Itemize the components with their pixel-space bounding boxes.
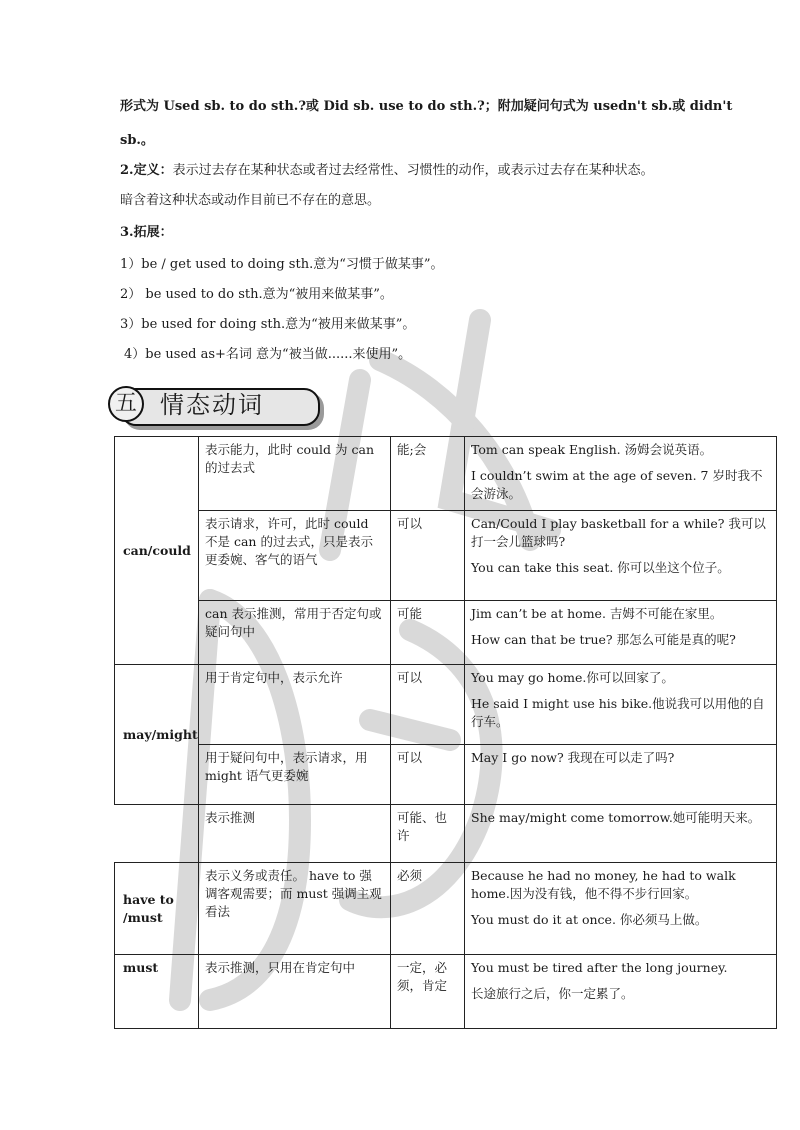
empty-verb-cell [115, 805, 199, 863]
meaning-cell: 能;会 [391, 437, 465, 511]
usage-cell: 用于疑问句中，表示请求，用 might 语气更委婉 [199, 745, 391, 805]
usage-cell: 用于肯定句中，表示允许 [199, 665, 391, 745]
example-sentence: You can take this seat. 你可以坐这个位子。 [471, 560, 730, 575]
usage-cell: can 表示推测，常用于否定句或疑问句中 [199, 601, 391, 665]
expansion-item-4: 4）be used as+名词 意为“被当做......来使用”。 [124, 347, 412, 362]
example-sentence: 长途旅行之后，你一定累了。 [471, 986, 634, 1001]
example-sentence: I couldn’t swim at the age of seven. 7 岁时我不会游泳。 [471, 468, 763, 501]
definition-line-2: 暗含着这种状态或动作目前已不存在的意思。 [120, 193, 381, 208]
table-row [115, 745, 777, 805]
example-sentence: You must do it at once. 你必须马上做。 [471, 912, 708, 927]
table-row [115, 511, 777, 601]
example-sentence: Can/Could I play basketball for a while? 我可以打一会儿篮球吗? [471, 516, 766, 549]
table-row [115, 805, 777, 863]
example-cell [465, 805, 777, 863]
example-cell [465, 955, 777, 1029]
example-sentence: He said I might use his bike.他说我可以用他的自行车。 [471, 696, 765, 729]
definition-text: 表示过去存在某种状态或者过去经常性、习惯性的动作，或表示过去存在某种状态。 [172, 163, 654, 178]
section-heading [108, 384, 320, 426]
meaning-cell: 必须 [391, 863, 465, 955]
example-cell [465, 511, 777, 601]
example-sentence: She may/might come tomorrow.她可能明天来。 [471, 810, 761, 825]
meaning-cell: 一定，必须，肯定 [391, 955, 465, 1029]
expansion-item-3: 3）be used for doing sth.意为“被用来做某事”。 [120, 317, 416, 332]
usage-cell: 表示义务或责任。 have to 强调客观需要；而 must 强调主观看法 [199, 863, 391, 955]
form-line-2: sb.。 [120, 133, 154, 148]
example-sentence: You must be tired after the long journey. [471, 960, 728, 975]
example-sentence: Because he had no money, he had to walk home.因为没有钱，他不得不步行回家。 [471, 868, 736, 901]
usage-cell: 表示推测 [199, 805, 391, 863]
example-sentence: You may go home.你可以回家了。 [471, 670, 674, 685]
table-row [115, 437, 777, 511]
table-row [115, 955, 777, 1029]
example-cell [465, 437, 777, 511]
verb-cell-have-to-must: have to /must [115, 863, 199, 955]
verb-cell-must: must [115, 955, 199, 1029]
example-sentence: How can that be true? 那怎么可能是真的呢? [471, 632, 736, 647]
usage-cell: 表示推测，只用在肯定句中 [199, 955, 391, 1029]
meaning-cell: 可能 [391, 601, 465, 665]
meaning-cell: 可能、也许 [391, 805, 465, 863]
example-cell [465, 745, 777, 805]
example-sentence: May I go now? 我现在可以走了吗? [471, 750, 675, 765]
table-row [115, 863, 777, 955]
expansion-item-2: 2） be used to do sth.意为“被用来做某事”。 [120, 287, 393, 302]
section-title: 情态动词 [160, 391, 264, 419]
modal-verbs-table [114, 436, 777, 1029]
verb-cell-may-might: may/might [115, 665, 199, 805]
meaning-cell: 可以 [391, 511, 465, 601]
definition-paragraph [120, 162, 654, 180]
meaning-cell: 可以 [391, 665, 465, 745]
usage-cell: 表示能力，此时 could 为 can 的过去式 [199, 437, 391, 511]
form-line-1: 形式为 Used sb. to do sth.?或 Did sb. use to do sth.?；附加疑问句式为 usedn't sb.或 didn't [120, 99, 733, 114]
table-row [115, 601, 777, 665]
table-row [115, 665, 777, 745]
meaning-cell: 可以 [391, 745, 465, 805]
usage-cell: 表示请求，许可，此时 could 不是 can 的过去式，只是表示更委婉、客气的语气 [199, 511, 391, 601]
expansion-label: 3.拓展： [120, 225, 173, 240]
verb-cell-can-could: can/could [115, 437, 199, 665]
example-sentence: Tom can speak English. 汤姆会说英语。 [471, 442, 713, 457]
example-sentence: Jim can’t be at home. 吉姆不可能在家里。 [471, 606, 723, 621]
example-cell [465, 665, 777, 745]
expansion-item-1: 1）be / get used to doing sth.意为“习惯于做某事”。 [120, 257, 444, 272]
definition-label: 2.定义： [120, 163, 173, 178]
example-cell [465, 601, 777, 665]
example-cell [465, 863, 777, 955]
section-number-badge: 五 [108, 386, 144, 422]
